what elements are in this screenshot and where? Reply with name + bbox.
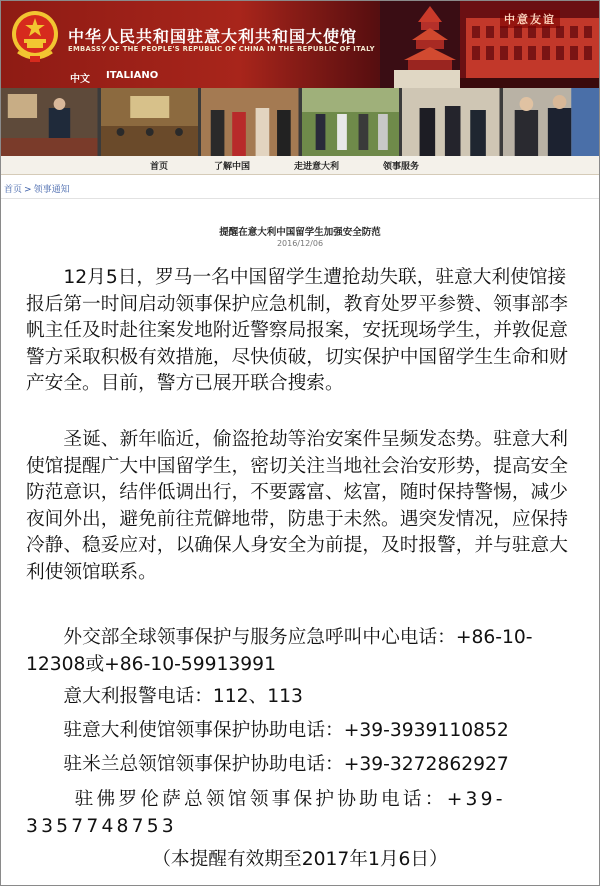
photo-outdoor-group (302, 88, 400, 156)
photo-group-event (201, 88, 299, 156)
language-chinese-link[interactable]: 中文 (70, 74, 90, 85)
photo-handshake (503, 88, 600, 156)
contact-embassy-rome: 驻意大利使馆领事保护协助电话：+39-3939110852 (63, 720, 509, 741)
nav-item-home[interactable]: 首页 (150, 162, 169, 172)
banner-sign: 中意友谊 (500, 10, 560, 28)
article-title: 提醒在意大利中国留学生加强安全防范 (219, 227, 381, 238)
article-paragraph: 圣诞、新年临近，偷盗抢劫等治安案件呈频发态势。驻意大利使馆提醒广大中国留学生，密切关注当地社会治安形势，提高安全防范意识，结伴低调出行，不要露富、炫富，随时保持警惕，减少夜间外出，避免前往荒僻地带，防患于未然。遇突发情况，应保持冷静、稳妥应对，以确保人身安全为前提，及时报警，并与驻意大利使领馆联系。 (26, 429, 568, 583)
photo-ambassador-office (0, 88, 98, 156)
national-emblem-icon (10, 8, 60, 64)
breadcrumb-separator: > (24, 185, 32, 195)
article-paragraph: 12月5日，罗马一名中国留学生遭抢劫失联，驻意大利使馆接报后第一时间启动领事保护应急机制，教育处罗平参赞、领事部李帆主任及时赴往案发地附近警察局报案，安抚现场学生，并敦促意警方采取积极有效措施，尽快侦破，切实保护中国留学生生命和财产安全。目前，警方已展开联合搜索。 (26, 267, 568, 394)
contact-italy-police: 意大利报警电话：112、113 (63, 686, 303, 707)
contact-hotline-mfa: 外交部全球领事保护与服务应急呼叫中心电话：+86-10-12308或+86-10-59913991 (26, 627, 533, 675)
main-nav (0, 156, 600, 175)
nav-item-explore-italy[interactable]: 走进意大利 (294, 162, 340, 172)
photo-official-visit (402, 88, 500, 156)
contact-consulate-milan: 驻米兰总领馆领事保护协助电话：+39-3272862927 (63, 754, 509, 775)
photo-strip (0, 88, 600, 156)
photo-meeting-hall (101, 88, 199, 156)
site-subtitle: EMBASSY OF THE PEOPLE'S REPUBLIC OF CHINA IN THE REPUBLIC OF ITALY (68, 45, 375, 53)
breadcrumb-consular-notices-link[interactable]: 领事通知 (33, 185, 70, 195)
nav-item-about-china[interactable]: 了解中国 (214, 162, 251, 172)
site-title[interactable]: 中华人民共和国驻意大利共和国大使馆 (68, 27, 358, 46)
article-date: 2016/12/06 (276, 239, 324, 248)
embassy-header-banner (0, 0, 600, 88)
content-divider (0, 198, 600, 199)
validity-notice: （本提醒有效期至2017年1月6日） (152, 849, 448, 870)
language-italian-link[interactable]: ITALIANO (106, 70, 159, 81)
contact-consulate-florence: 驻佛罗伦萨总领馆领事保护协助电话：+39-3357748753 (26, 789, 506, 837)
nav-item-consular-services[interactable]: 领事服务 (383, 162, 420, 172)
breadcrumb (4, 182, 70, 195)
breadcrumb-home-link[interactable]: 首页 (4, 185, 23, 195)
